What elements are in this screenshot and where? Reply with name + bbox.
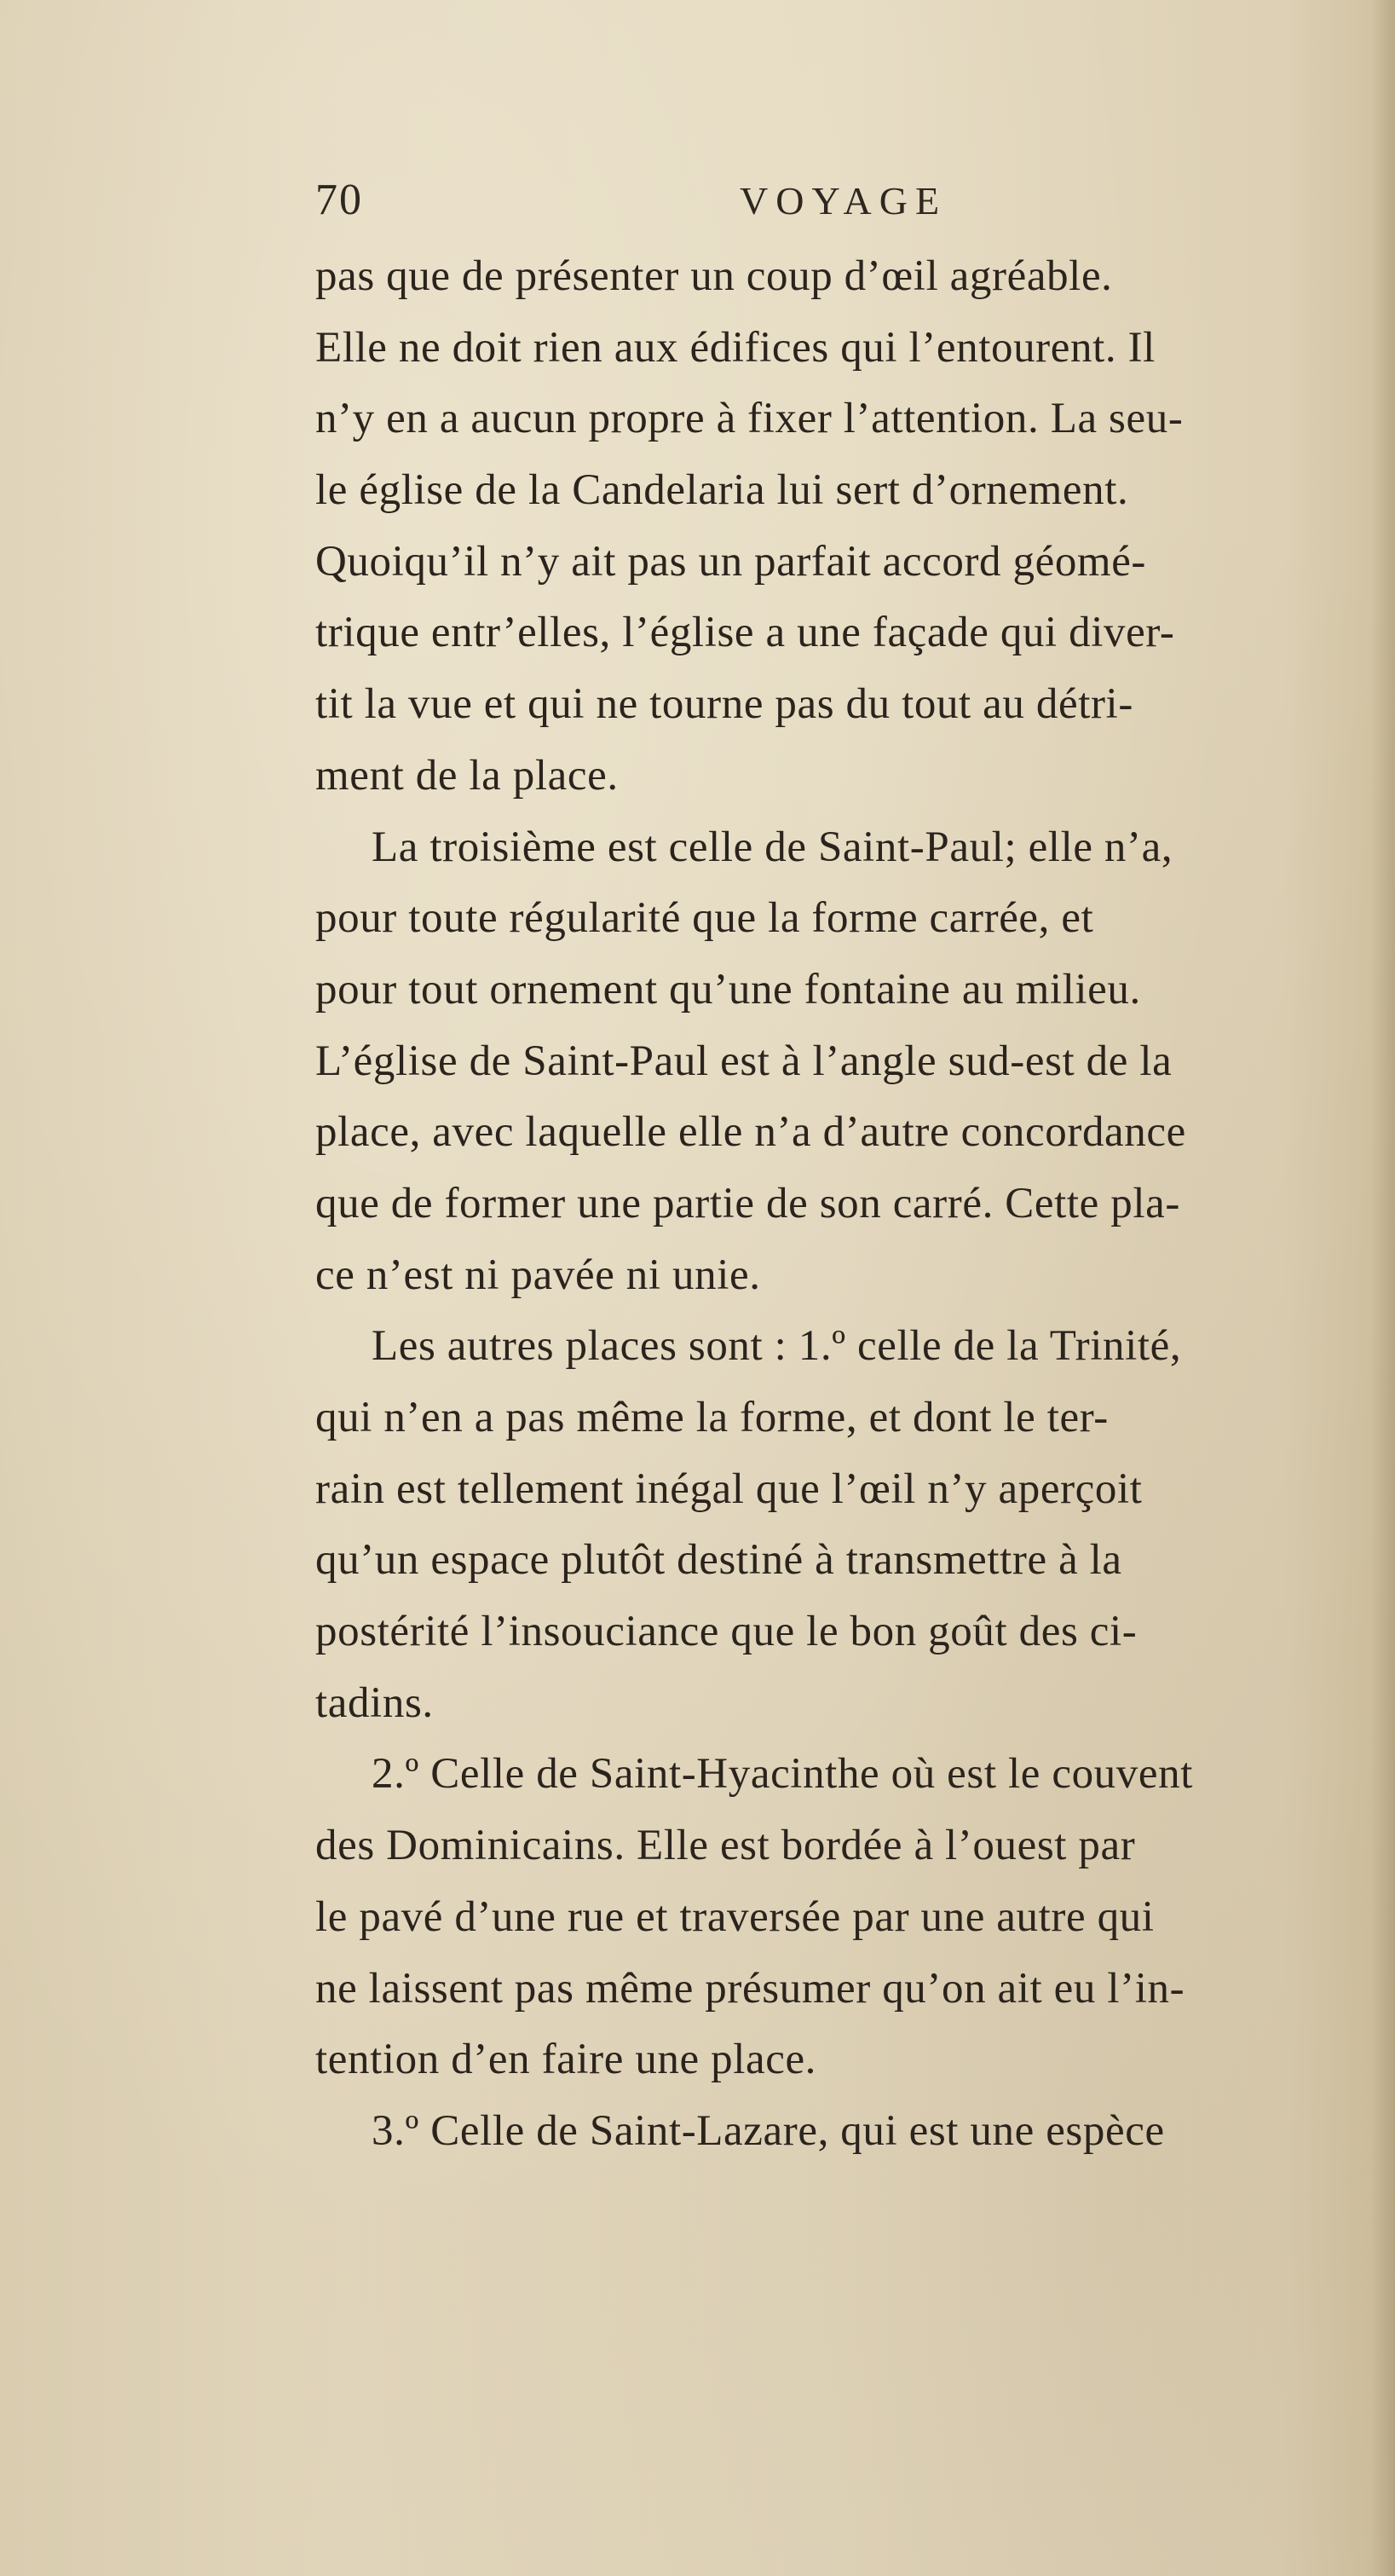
running-head: VOYAGE <box>740 179 948 222</box>
text-line: le pavé d’une rue et traversée par une autre qui <box>315 1892 1155 1941</box>
text-line: pas que de présenter un coup d’œil agréable. <box>315 252 1113 300</box>
page-header <box>315 175 1389 234</box>
page-number: 70 <box>315 176 363 224</box>
text-line: ne laissent pas même présumer qu’on ait eu l’in- <box>315 1964 1185 2013</box>
paragraph-start-line: La troisième est celle de Saint-Paul; elle n’a, <box>372 823 1173 871</box>
text-line: qu’un espace plutôt destiné à transmettre à la <box>315 1536 1122 1585</box>
text-line: tention d’en faire une place. <box>315 2036 817 2084</box>
text-line: postérité l’insouciance que le bon goût des ci- <box>315 1608 1138 1656</box>
text-line: le église de la Candelaria lui sert d’ornement. <box>315 466 1129 515</box>
paragraph-start-line: Les autres places sont : 1.º celle de la Trinité, <box>372 1322 1182 1371</box>
text-line: n’y en a aucun propre à fixer l’attention. La seu- <box>315 395 1184 443</box>
text-line: pour toute régularité que la forme carrée, et <box>315 894 1094 943</box>
text-line: L’église de Saint-Paul est à l’angle sud-est de la <box>315 1037 1173 1085</box>
text-line: tit la vue et qui ne tourne pas du tout au détri- <box>315 680 1133 729</box>
text-line: place, avec laquelle elle n’a d’autre concordance <box>315 1108 1186 1157</box>
paragraph-start-line: 2.º Celle de Saint-Hyacinthe où est le couvent <box>372 1750 1193 1799</box>
text-line: qui n’en a pas même la forme, et dont le ter- <box>315 1394 1109 1441</box>
text-line: pour tout ornement qu’une fontaine au milieu. <box>315 965 1141 1014</box>
text-line: Elle ne doit rien aux édifices qui l’entourent. Il <box>315 323 1156 372</box>
body-text <box>315 241 1389 2168</box>
text-line: que de former une partie de son carré. Cette pla- <box>315 1179 1180 1227</box>
text-line: ce n’est ni pavée ni unie. <box>315 1250 761 1299</box>
text-line: Quoiqu’il n’y ait pas un parfait accord géomé- <box>315 537 1147 586</box>
text-line: ment de la place. <box>315 751 619 800</box>
text-line: rain est tellement inégal que l’œil n’y aperçoit <box>315 1464 1143 1513</box>
text-line: tadins. <box>315 1678 434 1727</box>
text-line: des Dominicains. Elle est bordée à l’ouest par <box>315 1822 1136 1870</box>
text-line: trique entr’elles, l’église a une façade qui diver- <box>315 609 1175 657</box>
paragraph-start-line: 3.º Celle de Saint-Lazare, qui est une espèce <box>372 2106 1165 2155</box>
